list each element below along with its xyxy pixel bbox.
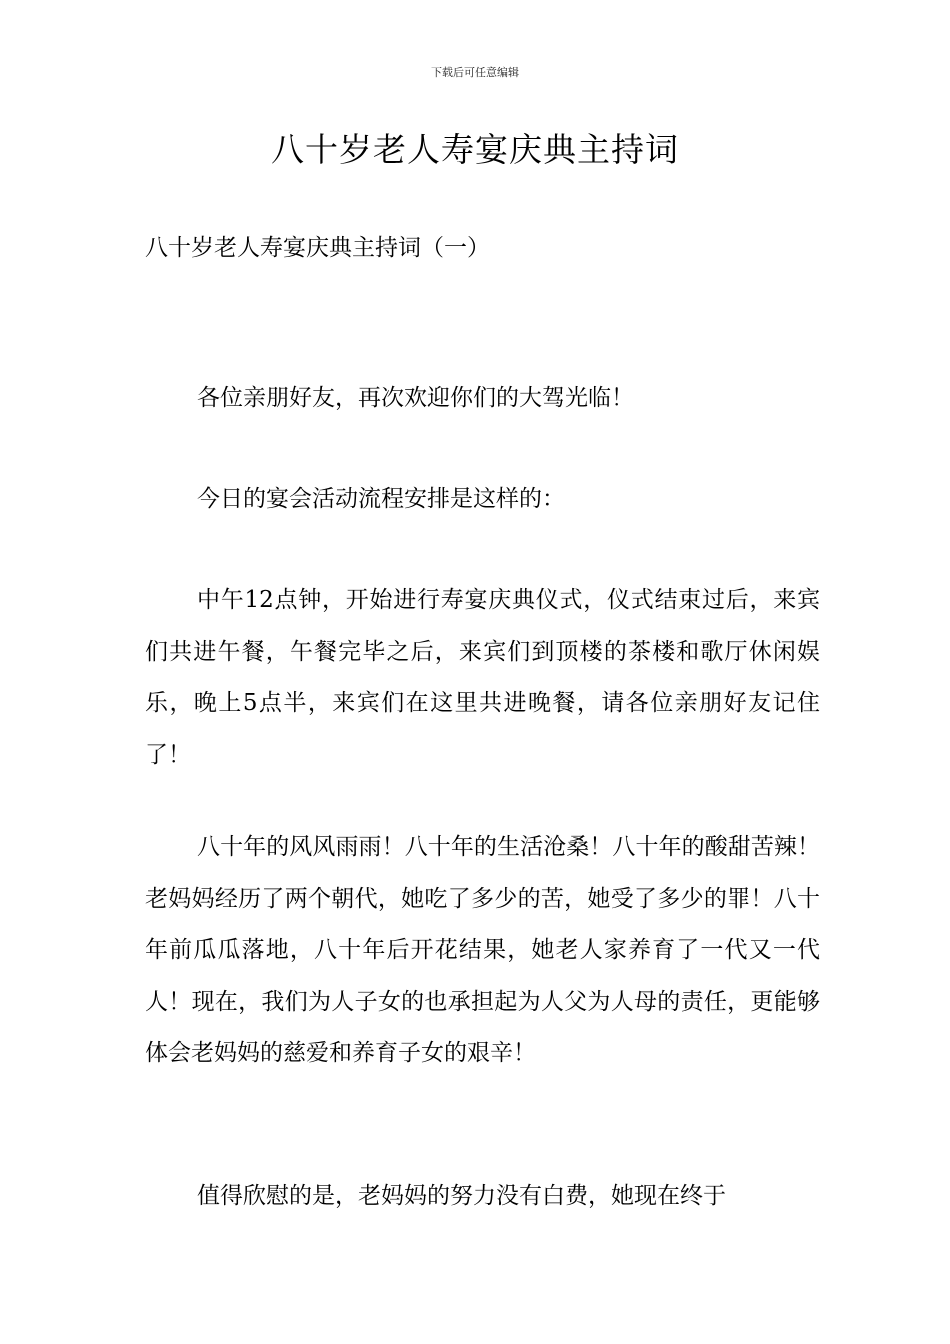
section-heading: 八十岁老人寿宴庆典主持词（一）	[145, 235, 490, 261]
document-title: 八十岁老人寿宴庆典主持词	[271, 130, 679, 169]
header-note: 下载后可任意编辑	[431, 66, 519, 79]
paragraph-eighty-years: 八十年的风风雨雨！八十年的生活沧桑！八十年的酸甜苦辣！老妈妈经历了两个朝代，她吃了多少的苦，她受了多少的罪！八十年前瓜瓜落地，八十年后开花结果，她老人家养育了一代又一代人！现在，我们为人子女的也承担起为人父为人母的责任，更能够体会老妈妈的慈爱和养育子女的艰辛！	[145, 834, 820, 1066]
paragraph-schedule: 中午12点钟，开始进行寿宴庆典仪式，仪式结束过后，来宾们共进午餐，午餐完毕之后，来宾们到顶楼的茶楼和歌厅休闲娱乐，晚上5点半，来宾们在这里共进晚餐，请各位亲朋好友记住了！	[145, 587, 820, 768]
paragraph-gratification: 值得欣慰的是，老妈妈的努力没有白费，她现在终于	[197, 1183, 726, 1209]
paragraph-greeting: 各位亲朋好友，再次欢迎你们的大驾光临！	[197, 385, 634, 411]
paragraph-schedule-intro: 今日的宴会活动流程安排是这样的：	[197, 486, 565, 512]
